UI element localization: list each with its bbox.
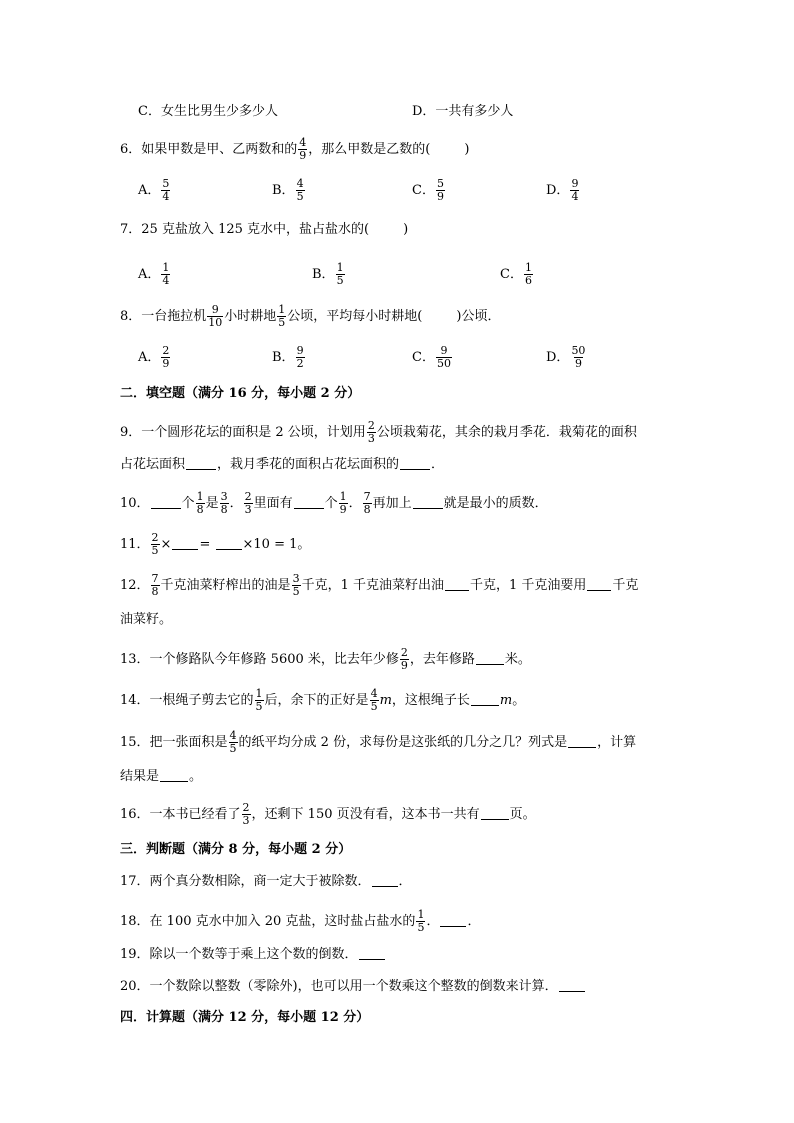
question-10: 10． 个 $\frac{1}{8}$ 是 $\frac{3}{8}$ ． $\frac{2}{3}$ 里面有 个 $\frac{1}{9}$ ． $\frac{7}{8}$ 再加上 就是最小的质数． — [120, 490, 548, 516]
q5-option-c: C．女生比男生少多少人 — [138, 104, 278, 119]
question-15-cont: 结果是 。 — [120, 769, 203, 784]
answer-blank[interactable] — [413, 495, 443, 509]
answer-blank[interactable] — [359, 946, 385, 960]
section-4-heading: 四．计算题（满分 12 分，每小题 12 分） — [120, 1010, 370, 1025]
section-2-heading: 二．填空题（满分 16 分，每小题 2 分） — [120, 386, 361, 401]
answer-blank[interactable] — [186, 456, 216, 470]
answer-blank[interactable] — [400, 456, 430, 470]
question-8: 8．一台拖拉机 $\frac{9}{10}$ 小时耕地 $\frac{1}{5}$ 公顷，平均每小时耕地( )公顷． — [120, 303, 501, 329]
q8-option-d: D． $\frac{50}{9}$ — [546, 344, 586, 370]
answer-blank[interactable] — [568, 734, 596, 748]
answer-blank[interactable] — [372, 873, 398, 887]
answer-blank[interactable] — [559, 978, 585, 992]
question-16: 16．一本书已经看了 $\frac{2}{3}$ ，还剩下 150 页没有看，这本书一共有 页。 — [120, 801, 536, 827]
answer-blank[interactable] — [471, 692, 499, 706]
answer-blank[interactable] — [587, 577, 611, 591]
question-18: 18．在 100 克水中加入 20 克盐，这时盐占盐水的 $\frac{1}{5}$ ． ． — [120, 908, 481, 934]
section-3-heading: 三．判断题（满分 8 分，每小题 2 分） — [120, 842, 352, 857]
q8-option-b: B． $\frac{9}{2}$ — [272, 344, 304, 370]
answer-blank[interactable] — [445, 577, 469, 591]
answer-blank[interactable] — [481, 806, 509, 820]
question-13: 13．一个修路队今年修路 5600 米，比去年少修 $\frac{2}{9}$ ，去年修路 米。 — [120, 646, 531, 672]
q5-option-d: D．一共有多少人 — [412, 104, 514, 119]
answer-blank[interactable] — [294, 495, 324, 509]
question-15: 15．把一张面积是 $\frac{4}{5}$ 的纸平均分成 2 份，求每份是这张纸的几分之几？列式是 ，计算 — [120, 729, 637, 755]
question-12: 12． $\frac{7}{8}$ 千克油菜籽榨出的油是 $\frac{3}{5}$ 千克，1 千克油菜籽出油 千克，1 千克油要用 千克 — [120, 572, 639, 598]
answer-blank[interactable] — [160, 768, 188, 782]
answer-blank[interactable] — [476, 651, 504, 665]
q6-option-d: D． $\frac{9}{4}$ — [546, 177, 579, 203]
question-17: 17．两个真分数相除，商一定大于被除数． ． — [120, 874, 412, 889]
fraction: $\frac{4}{9}$ — [299, 136, 307, 162]
question-20: 20．一个数除以整数（零除外)，也可以用一个数乘这个整数的倒数来计算． — [120, 977, 586, 997]
q8-option-c: C． $\frac{9}{50}$ — [412, 344, 451, 370]
q6-option-b: B． $\frac{4}{5}$ — [272, 177, 304, 203]
answer-blank[interactable] — [172, 536, 198, 550]
question-19: 19．除以一个数等于乘上这个数的倒数． — [120, 945, 386, 965]
q7-option-a: A． $\frac{1}{4}$ — [138, 261, 170, 287]
q7-option-b: B． $\frac{1}{5}$ — [312, 261, 344, 287]
question-12-cont: 油菜籽。 — [120, 612, 173, 627]
answer-blank[interactable] — [216, 536, 242, 550]
q6-option-c: C． $\frac{5}{9}$ — [412, 177, 444, 203]
question-9: 9．一个圆形花坛的面积是 2 公顷，计划用 $\frac{2}{3}$ 公顷栽菊花，其余的栽月季花．栽菊花的面积 — [120, 419, 637, 445]
question-14: 14．一根绳子剪去它的 $\frac{1}{5}$ 后，余下的正好是 $\frac{4}{5}$ m，这根绳子长 m。 — [120, 687, 526, 713]
question-7: 7．25 克盐放入 125 克水中，盐占盐水的( ) — [120, 222, 409, 237]
answer-blank[interactable] — [151, 495, 181, 509]
question-6: 6．如果甲数是甲、乙两数和的 $\frac{4}{9}$ ，那么甲数是乙数的( ) — [120, 136, 470, 162]
answer-blank[interactable] — [440, 913, 466, 927]
q6-option-a: A． $\frac{5}{4}$ — [138, 177, 170, 203]
q8-option-a: A． $\frac{2}{9}$ — [138, 344, 170, 370]
question-11: 11． $\frac{2}{5}$ × = ×10 = 1。 — [120, 531, 311, 557]
q7-option-c: C． $\frac{1}{6}$ — [500, 261, 532, 287]
question-9-cont: 占花坛面积 ，栽月季花的面积占花坛面积的 ． — [120, 457, 445, 472]
